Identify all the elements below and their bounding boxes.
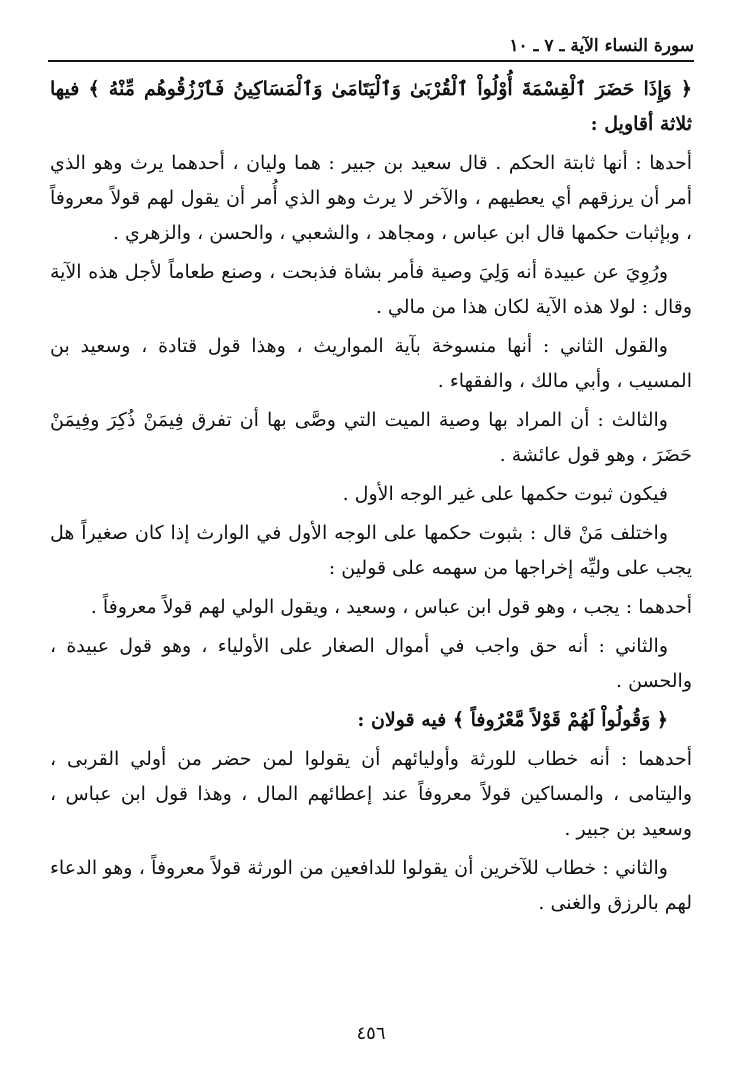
paragraph: أحدها : أنها ثابتة الحكم . قال سعيد بن جبير : هما وليان ، أحدهما يرث وهو الذي أمر أن يرزقهم أي يعطيهم ، والآخر لا يرث وهو الذي أُمر أن يقول لهم قولاً معروفاً ، وبإثبات حكمها قال ابن عباس ، ومجاهد ، والشعبي ، والحسن ، والزهري . [50,152,692,244]
paragraph-text: فيه قولان : [357,709,453,731]
paragraph: ورُوِيَ عن عبيدة أنه وَلِيَ وصية فأمر بشاة فذبحت ، وصنع طعاماً لأجل هذه الآية وقال : لولا هذه الآية لكان هذا من مالي . [50,261,692,318]
paragraph: واختلف مَنْ قال : بثبوت حكمها على الوجه الأول في الوارث إذا كان صغيراً هل يجب على وليِّه إخراجها من سهمه على قولين : [50,522,692,579]
page-number: ٤٥٦ [356,1023,386,1044]
verse-quote: ﴿ وَإِذَا حَضَرَ ٱلْقِسْمَةَ أُوْلُواْ ٱلْقُرْبَىٰ وَٱلْيَتَامَىٰ وَٱلْمَسَاكِينُ فَٱرْزُقُوهُم مِّنْهُ ﴾ [88,78,692,100]
page-header [48,30,694,62]
paragraph: والثاني : خطاب للآخرين أن يقولوا للدافعين من الورثة قولاً معروفاً ، وهو الدعاء لهم بالرزق والغنى . [50,857,692,914]
running-title: سورة النساء الآية ـ ٧ ـ ١٠ [509,36,694,56]
paragraph: أحدهما : يجب ، وهو قول ابن عباس ، وسعيد ، ويقول الولي لهم قولاً معروفاً . [90,596,692,618]
paragraph: والثاني : أنه حق واجب في أموال الصغار على الأولياء ، وهو قول عبيدة ، والحسن . [50,635,692,692]
paragraph: والقول الثاني : أنها منسوخة بآية المواريث ، وهذا قول قتادة ، وسعيد بن المسيب ، وأبي مالك ، والفقهاء . [50,335,692,392]
paragraph: أحدهما : أنه خطاب للورثة وأوليائهم أن يقولوا لمن حضر من أولي القربى ، واليتامى ، والمساكين قولاً معروفاً عند إعطائهم المال ، وهذا قول ابن عباس ، وسعيد بن جبير . [50,748,692,840]
paragraph-verse-2 [50,703,692,738]
paragraph: والثالث : أن المراد بها وصية الميت التي وصَّى بها أن تفرق فِيمَنْ ذُكِرَ وفِيمَنْ حَضَرَ ، وهو قول عائشة . [50,409,692,466]
body-text [50,72,692,925]
paragraph-verse-1 [50,72,692,142]
verse-quote: ﴿ وَقُولُواْ لَهُمْ قَوْلاً مَّعْرُوفاً ﴾ [452,709,668,731]
paragraph-text: فيها ثلاثة أقاويل : [50,78,692,135]
paragraph: فيكون ثبوت حكمها على غير الوجه الأول . [342,483,668,505]
